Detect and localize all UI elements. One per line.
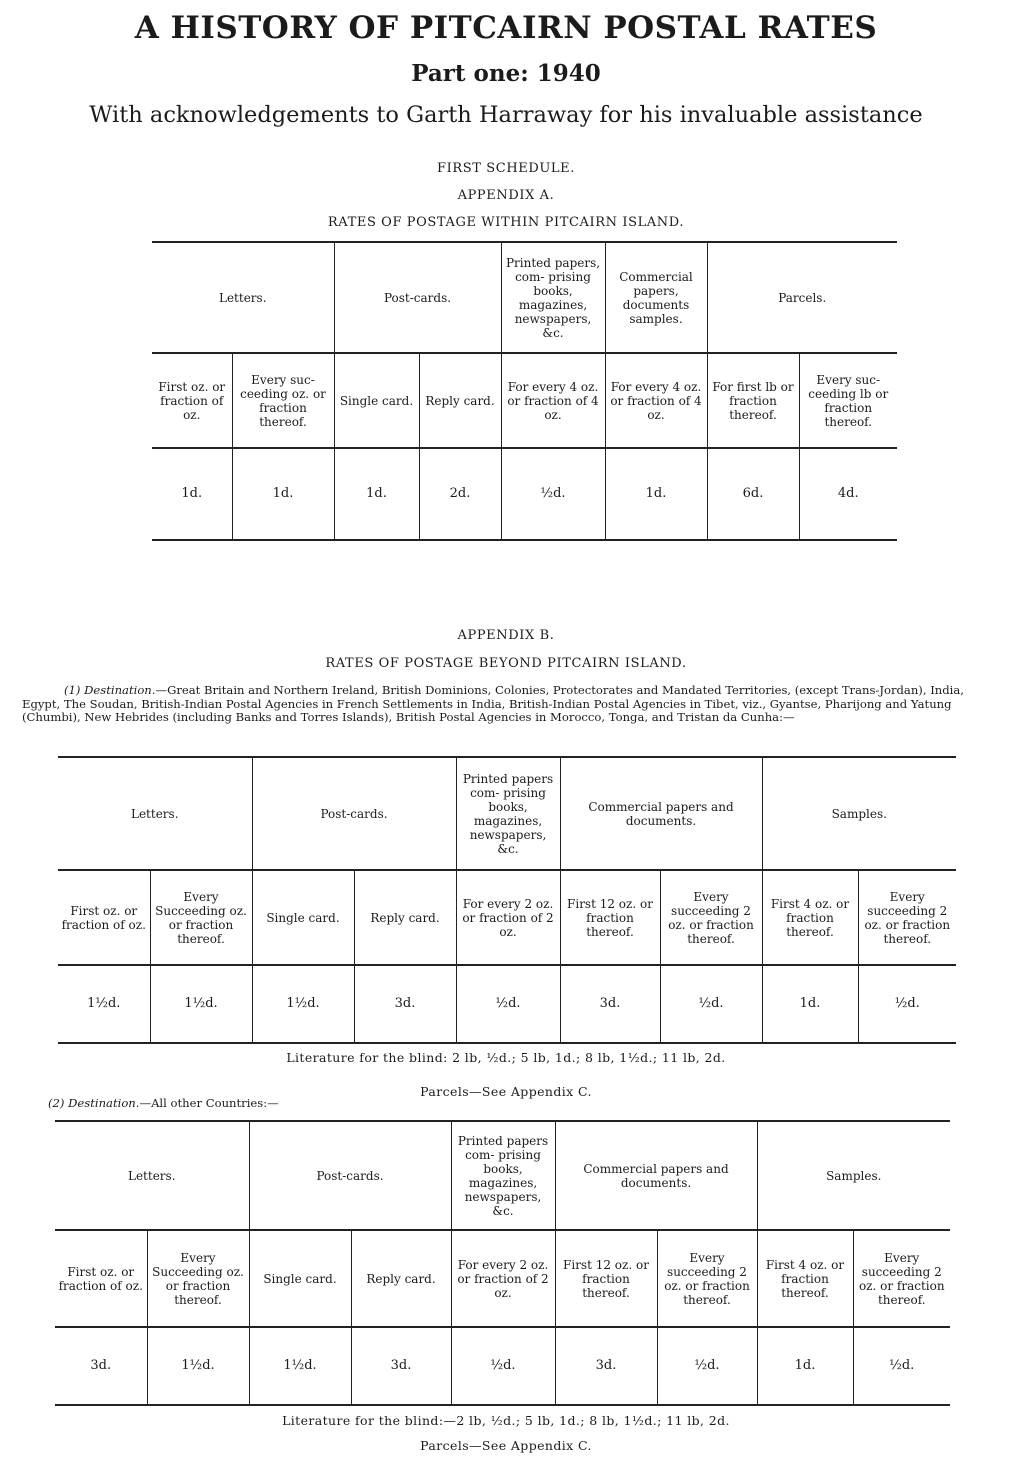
rate-cell: 1½d.: [150, 965, 252, 1043]
rate-cell: ½d.: [853, 1327, 950, 1405]
destination-1-list: —Great Britain and Northern Ireland, British Dominions, Colonies, Protectorates and Mandated Territories, (except Trans-Jordan), India, Egypt, The Soudan, British-Indian Postal Agencies in French Settlements in India, British-Indian Postal Agencies in Tibet, viz., Gyantse, Pharijong and Yatung (Chumbi), New Hebrides (including Banks and Torres Islands), British Postal Agencies in Morocco, Tonga, and Tristan da Cunha:—: [22, 683, 964, 724]
literature-note-1: Literature for the blind: 2 lb, ½d.; 5 lb, 1d.; 8 lb, 1½d.; 11 lb, 2d.: [286, 1050, 726, 1065]
rate-cell: ½d.: [501, 448, 605, 540]
group-commercial-papers: Commercial papers and documents.: [555, 1121, 757, 1230]
group-commercial-papers: Commercial papers, documents samples.: [605, 242, 707, 353]
schedule-heading: FIRST SCHEDULE.: [437, 161, 575, 176]
rate-cell: 1½d.: [58, 965, 150, 1043]
group-printed-papers: Printed papers com- prising books, magazines, newspapers, &c.: [456, 757, 560, 870]
subhead-cell: First 12 oz. or fraction thereof.: [555, 1230, 657, 1327]
destination-2-label: (2) Destination.: [48, 1096, 140, 1110]
rate-cell: 1d.: [762, 965, 858, 1043]
rate-cell: 4d.: [799, 448, 897, 540]
page-subtitle: Part one: 1940: [411, 60, 601, 87]
group-samples: Samples.: [762, 757, 956, 870]
group-samples: Samples.: [757, 1121, 950, 1230]
appendix-b-title: RATES OF POSTAGE BEYOND PITCAIRN ISLAND.: [325, 656, 687, 671]
subhead-cell: Single card.: [334, 353, 419, 448]
rate-cell: 1d.: [757, 1327, 853, 1405]
subhead-cell: Every succeeding 2 oz. or fraction thereof.: [858, 870, 956, 965]
appendix-b-table-2: [55, 1120, 950, 1406]
subhead-cell: Every Succeeding oz. or fraction thereof.: [147, 1230, 249, 1327]
subhead-cell: Every succeeding 2 oz. or fraction thereof.: [853, 1230, 950, 1327]
page-title: A HISTORY OF PITCAIRN POSTAL RATES: [134, 10, 878, 46]
appendix-b-table-1: [58, 756, 956, 1044]
appendix-a-table: [152, 241, 897, 541]
rate-cell: 1d.: [152, 448, 232, 540]
group-letters: Letters.: [58, 757, 252, 870]
subhead-cell: For first lb or fraction thereof.: [707, 353, 799, 448]
group-post-cards: Post-cards.: [252, 757, 456, 870]
parcels-note-2: Parcels—See Appendix C.: [420, 1438, 592, 1453]
group-commercial-papers: Commercial papers and documents.: [560, 757, 762, 870]
destination-2-list: —All other Countries:—: [139, 1096, 279, 1110]
rate-cell: ½d.: [660, 965, 762, 1043]
rate-cell: 3d.: [55, 1327, 147, 1405]
rate-cell: ½d.: [451, 1327, 555, 1405]
destination-1-text: [22, 684, 998, 725]
subhead-cell: First 4 oz. or fraction thereof.: [757, 1230, 853, 1327]
rate-cell: 1d.: [232, 448, 334, 540]
group-parcels: Parcels.: [707, 242, 897, 353]
literature-note-2: Literature for the blind:—2 lb, ½d.; 5 lb, 1d.; 8 lb, 1½d.; 11 lb, 2d.: [282, 1413, 730, 1428]
subhead-cell: Reply card.: [419, 353, 501, 448]
subhead-cell: For every 4 oz. or fraction of 4 oz.: [501, 353, 605, 448]
rate-cell: 1d.: [605, 448, 707, 540]
rate-cell: 1½d.: [249, 1327, 351, 1405]
group-printed-papers: Printed papers com- prising books, magazines, newspapers, &c.: [451, 1121, 555, 1230]
group-post-cards: Post-cards.: [249, 1121, 451, 1230]
subhead-cell: Reply card.: [354, 870, 456, 965]
group-letters: Letters.: [152, 242, 334, 353]
rate-cell: 3d.: [560, 965, 660, 1043]
appendix-a-title: RATES OF POSTAGE WITHIN PITCAIRN ISLAND.: [327, 215, 685, 230]
subhead-cell: Single card.: [249, 1230, 351, 1327]
rate-cell: 1½d.: [147, 1327, 249, 1405]
subhead-cell: Every succeeding 2 oz. or fraction thereof.: [660, 870, 762, 965]
parcels-note-1: Parcels—See Appendix C.: [420, 1084, 592, 1099]
group-letters: Letters.: [55, 1121, 249, 1230]
subhead-cell: First oz. or fraction of oz.: [58, 870, 150, 965]
subhead-cell: For every 2 oz. or fraction of 2 oz.: [451, 1230, 555, 1327]
rate-cell: ½d.: [858, 965, 956, 1043]
subhead-cell: Single card.: [252, 870, 354, 965]
appendix-a-heading: APPENDIX A.: [457, 188, 555, 203]
destination-2-text: [48, 1097, 648, 1111]
subhead-cell: Every suc- ceeding oz. or fraction thereof.: [232, 353, 334, 448]
rate-cell: 3d.: [555, 1327, 657, 1405]
rate-cell: 1d.: [334, 448, 419, 540]
group-post-cards: Post-cards.: [334, 242, 501, 353]
subhead-cell: First oz. or fraction of oz.: [55, 1230, 147, 1327]
subhead-cell: For every 4 oz. or fraction of 4 oz.: [605, 353, 707, 448]
rate-cell: 1½d.: [252, 965, 354, 1043]
group-printed-papers: Printed papers, com- prising books, magazines, newspapers, &c.: [501, 242, 605, 353]
appendix-b-heading: APPENDIX B.: [457, 628, 555, 643]
subhead-cell: Reply card.: [351, 1230, 451, 1327]
destination-1-label: (1) Destination.: [64, 683, 156, 697]
subhead-cell: Every suc- ceeding lb or fraction thereof.: [799, 353, 897, 448]
rate-cell: 3d.: [354, 965, 456, 1043]
subhead-cell: For every 2 oz. or fraction of 2 oz.: [456, 870, 560, 965]
subhead-cell: First 4 oz. or fraction thereof.: [762, 870, 858, 965]
rate-cell: ½d.: [657, 1327, 757, 1405]
subhead-cell: First 12 oz. or fraction thereof.: [560, 870, 660, 965]
rate-cell: 3d.: [351, 1327, 451, 1405]
subhead-cell: Every Succeeding oz. or fraction thereof.: [150, 870, 252, 965]
subhead-cell: Every succeeding 2 oz. or fraction thereof.: [657, 1230, 757, 1327]
rate-cell: 6d.: [707, 448, 799, 540]
subhead-cell: First oz. or fraction of oz.: [152, 353, 232, 448]
rate-cell: 2d.: [419, 448, 501, 540]
rate-cell: ½d.: [456, 965, 560, 1043]
acknowledgement: With acknowledgements to Garth Harraway for his invaluable assistance: [89, 102, 923, 128]
